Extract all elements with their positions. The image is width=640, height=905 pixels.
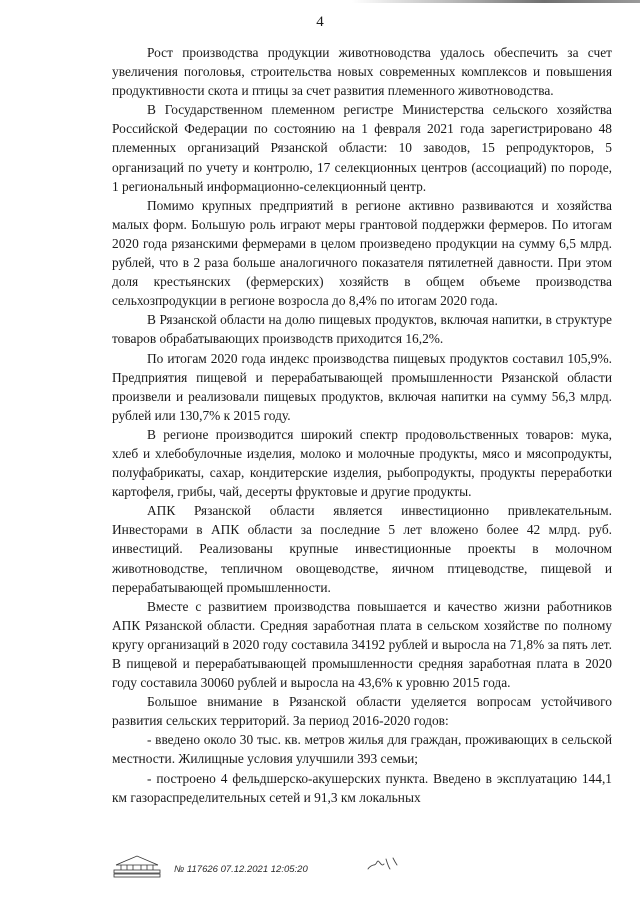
list-item: - введено около 30 тыс. кв. метров жилья для граждан, проживающих в сельской местности. Жилищные условия улучшили 393 семьи; bbox=[112, 732, 612, 767]
registration-number: № 117626 07.12.2021 12:05:20 bbox=[174, 864, 308, 875]
paragraph: Помимо крупных предприятий в регионе активно развиваются и хозяйства малых форм. Большую роль играют меры грантовой поддержки фермеров. По итогам 2020 года рязанскими фермерами в целом произведено продукции на сумму 6,5 млрд. рублей, что в 2 раза больше аналогичного показателя пятилетней давности. При этом доля крестьянских (фермерских) хозяйств в общем объеме производства сельхозпродукции в регионе возросла до 8,4% по итогам 2020 года. bbox=[112, 197, 612, 309]
body-text bbox=[112, 43, 612, 807]
scan-edge bbox=[0, 0, 640, 3]
paragraph: В Рязанской области на долю пищевых продуктов, включая напитки, в структуре товаров обрабатывающих производств приходится 16,2%. bbox=[112, 312, 612, 347]
building-emblem-icon bbox=[112, 853, 162, 879]
paragraph: АПК Рязанской области является инвестиционно привлекательным. Инвесторами в АПК области за последние 5 лет вложено более 42 млрд. руб. инвестиций. Реализованы крупные инвестиционные проекты в молочном животноводстве, тепличном овощеводстве, яичном птицеводстве, пищевой и перерабатывающей промышленности. bbox=[112, 503, 612, 595]
document-footer bbox=[112, 853, 612, 889]
paragraph: Рост производства продукции животноводства удалось обеспечить за счет увеличения поголовья, строительства новых современных комплексов и повышения продуктивности скота и птицы за счет развития племенного животноводства. bbox=[112, 45, 612, 99]
paragraph: По итогам 2020 года индекс производства пищевых продуктов составил 105,9%. Предприятия пищевой и перерабатывающей промышленности Рязанской области произвели и реализовали пищевых продуктов, включая напитки на сумму 56,3 млрд. рублей или 130,7% к 2015 году. bbox=[112, 350, 612, 423]
page-number: 4 bbox=[316, 14, 324, 30]
list-item: - построено 4 фельдшерско-акушерских пункта. Введено в эксплуатацию 144,1 км газораспределительных сетей и 91,3 км локальных bbox=[112, 770, 612, 805]
paragraph: Вместе с развитием производства повышается и качество жизни работников АПК Рязанской области. Средняя заработная плата в сельском хозяйстве по полному кругу организаций в 2020 году составила 34192 рублей и выросла на 71,8% за пять лет. В пищевой и перерабатывающей промышленности средняя заработная плата в 2020 году составила 30060 рублей и выросла на 43,6% к уровню 2015 года. bbox=[112, 598, 612, 691]
paragraph: В регионе производится широкий спектр продовольственных товаров: мука, хлеб и хлебобулочные изделия, молоко и молочные продукты, мясо и мясопродукты, полуфабрикаты, сахар, кондитерские изделия, рыбопродукты, продукты переработки картофеля, грибы, чай, десерты фруктовые и другие продукты. bbox=[112, 426, 612, 500]
paragraph: Большое внимание в Рязанской области уделяется вопросам устойчивого развития сельских территорий. За период 2016-2020 годов: bbox=[112, 694, 612, 729]
signature-icon bbox=[366, 853, 400, 875]
paragraph: В Государственном племенном регистре Министерства сельского хозяйства Российской Федерации по состоянию на 1 февраля 2021 года зарегистрировано 48 племенных организаций Рязанской области: 10 заводов, 15 репродукторов, 5 организаций по учету и контролю, 17 селекционных центров (ассоциаций) по породе, 1 региональный информационно-селекционный центр. bbox=[112, 102, 612, 194]
